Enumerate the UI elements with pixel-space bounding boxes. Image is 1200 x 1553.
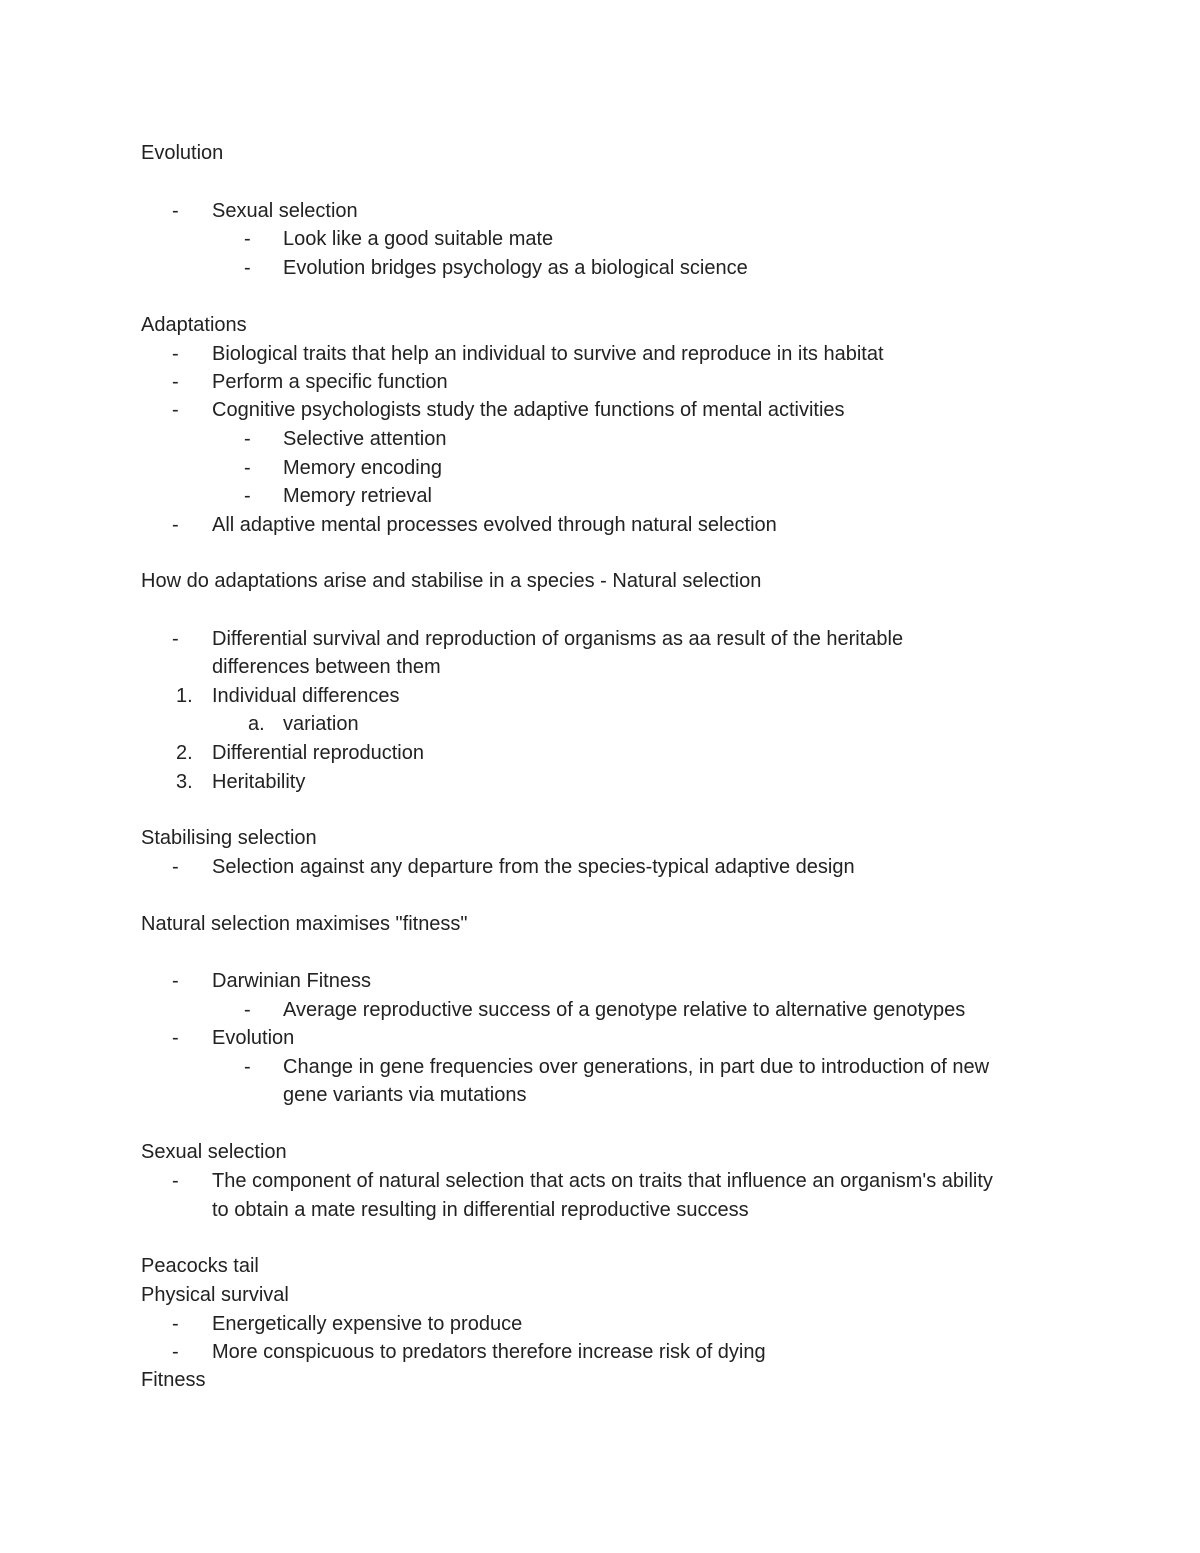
list-item: Memory encoding bbox=[283, 457, 442, 479]
bullet-dash: - bbox=[244, 428, 251, 450]
list-item: Selective attention bbox=[283, 428, 447, 450]
list-item: Biological traits that help an individual to survive and reproduce in its habitat bbox=[212, 343, 884, 365]
list-number: 1. bbox=[176, 685, 193, 707]
bullet-dash: - bbox=[172, 1170, 179, 1192]
list-item: variation bbox=[283, 713, 359, 735]
bullet-dash: - bbox=[172, 371, 179, 393]
bullet-dash: - bbox=[244, 485, 251, 507]
heading-fitness: Natural selection maximises "fitness" bbox=[141, 913, 468, 935]
list-item: Energetically expensive to produce bbox=[212, 1313, 523, 1335]
heading-how-do-adaptations: How do adaptations arise and stabilise in a species - Natural selection bbox=[141, 570, 762, 592]
list-item-continuation: gene variants via mutations bbox=[283, 1084, 527, 1106]
list-item-continuation: to obtain a mate resulting in differential reproductive success bbox=[212, 1199, 749, 1221]
bullet-dash: - bbox=[244, 1056, 251, 1078]
list-item: Change in gene frequencies over generations, in part due to introduction of new bbox=[283, 1056, 990, 1078]
bullet-dash: - bbox=[172, 1027, 179, 1049]
list-number: 2. bbox=[176, 742, 193, 764]
bullet-dash: - bbox=[172, 1341, 179, 1363]
bullet-dash: - bbox=[244, 457, 251, 479]
heading-evolution: Evolution bbox=[141, 142, 224, 164]
list-item: Individual differences bbox=[212, 685, 400, 707]
list-item: Differential survival and reproduction of organisms as aa result of the heritable bbox=[212, 628, 904, 650]
list-item: Evolution bbox=[212, 1027, 295, 1049]
bullet-dash: - bbox=[244, 228, 251, 250]
heading-adaptations: Adaptations bbox=[141, 314, 247, 336]
list-item: Look like a good suitable mate bbox=[283, 228, 554, 250]
list-item: Differential reproduction bbox=[212, 742, 424, 764]
list-item-continuation: differences between them bbox=[212, 656, 441, 678]
heading-physical-survival: Physical survival bbox=[141, 1284, 289, 1306]
list-item: Average reproductive success of a genotype relative to alternative genotypes bbox=[283, 999, 966, 1021]
list-item: More conspicuous to predators therefore increase risk of dying bbox=[212, 1341, 766, 1363]
list-item: All adaptive mental processes evolved through natural selection bbox=[212, 514, 777, 536]
bullet-dash: - bbox=[172, 514, 179, 536]
bullet-dash: - bbox=[172, 399, 179, 421]
list-number: 3. bbox=[176, 771, 193, 793]
bullet-dash: - bbox=[244, 999, 251, 1021]
heading-stabilising-selection: Stabilising selection bbox=[141, 827, 317, 849]
list-item: Memory retrieval bbox=[283, 485, 432, 507]
heading-sexual-selection: Sexual selection bbox=[141, 1141, 287, 1163]
bullet-dash: - bbox=[172, 343, 179, 365]
bullet-dash: - bbox=[172, 970, 179, 992]
list-item: Heritability bbox=[212, 771, 306, 793]
list-item: Selection against any departure from the species-typical adaptive design bbox=[212, 856, 855, 878]
bullet-dash: - bbox=[244, 257, 251, 279]
list-letter: a. bbox=[248, 713, 265, 735]
list-item: Sexual selection bbox=[212, 200, 358, 222]
bullet-dash: - bbox=[172, 628, 179, 650]
heading-peacocks-tail: Peacocks tail bbox=[141, 1255, 259, 1277]
heading-fitness-last: Fitness bbox=[141, 1369, 206, 1391]
list-item: Darwinian Fitness bbox=[212, 970, 371, 992]
list-item: Evolution bridges psychology as a biological science bbox=[283, 257, 748, 279]
list-item: Perform a specific function bbox=[212, 371, 448, 393]
list-item: Cognitive psychologists study the adaptive functions of mental activities bbox=[212, 399, 845, 421]
bullet-dash: - bbox=[172, 856, 179, 878]
bullet-dash: - bbox=[172, 200, 179, 222]
list-item: The component of natural selection that acts on traits that influence an organism's ability bbox=[212, 1170, 993, 1192]
bullet-dash: - bbox=[172, 1313, 179, 1335]
